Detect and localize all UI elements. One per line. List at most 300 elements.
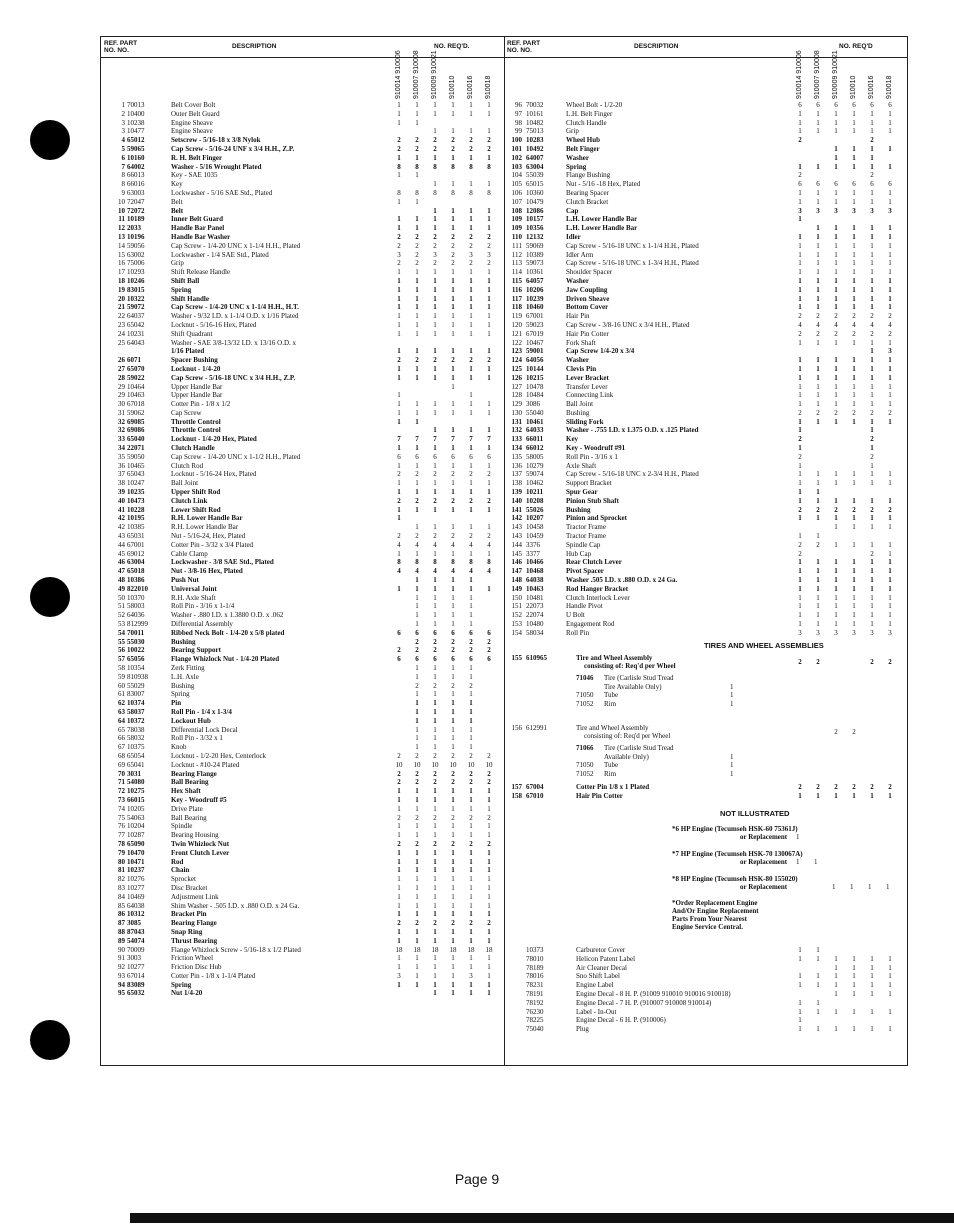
list-item xyxy=(101,567,504,576)
qty-required: 1 xyxy=(852,567,856,576)
part-number: 63004 xyxy=(526,162,544,171)
part-number: 71046 xyxy=(576,674,594,682)
part-description: Roll Pin - 3/16 x 1-1/4 xyxy=(171,602,235,611)
qty-required: 2 xyxy=(870,658,874,666)
qty-required: 1 xyxy=(870,356,874,365)
list-item xyxy=(101,910,504,919)
qty-required: 1 xyxy=(433,364,437,373)
list-item xyxy=(101,875,504,884)
qty-required: 1 xyxy=(451,312,455,321)
part-number: 822010 xyxy=(127,584,148,593)
qty-required: 3 xyxy=(469,971,473,980)
part-description: Rod xyxy=(171,857,184,866)
qty-required: 1 xyxy=(834,268,838,277)
qty-required: 1 xyxy=(415,215,419,224)
list-item xyxy=(101,101,504,110)
list-item xyxy=(504,330,907,339)
qty-required: 2 xyxy=(451,919,455,928)
qty-required: 1 xyxy=(415,171,419,180)
ref-number: 20 xyxy=(118,294,125,303)
qty-required: 1 xyxy=(798,276,802,285)
qty-required: 1 xyxy=(397,584,401,593)
qty-required: 1 xyxy=(798,303,802,312)
part-description: Cotter Pin 1/8 x 1 Plated xyxy=(576,783,650,791)
ref: 156 xyxy=(511,724,522,732)
qty-required: 1 xyxy=(816,946,820,954)
ref-number: 95 xyxy=(118,989,125,998)
qty-required: 1 xyxy=(834,250,838,259)
qty-required: 8 xyxy=(469,558,473,567)
no-header: NO. NO. xyxy=(104,47,129,54)
qty-required: 1 xyxy=(433,268,437,277)
qty-required: 2 xyxy=(433,144,437,153)
part-description: Cap Screw - 5/16-18 UNC x 1-1/4 H.H., Plated xyxy=(566,241,699,250)
list-item xyxy=(504,532,907,541)
qty-required: 1 xyxy=(798,232,802,241)
part-number: 70013 xyxy=(127,101,145,109)
qty-required: 1 xyxy=(487,408,491,417)
list-item xyxy=(504,356,907,365)
part-description: Nut - 5/16-24, Hex, Plated xyxy=(171,532,246,541)
qty-required: 1 xyxy=(852,382,856,391)
part-description: R. H. Belt Finger xyxy=(171,153,223,162)
qty-required: 1 xyxy=(798,567,802,576)
qty-required: 1 xyxy=(816,954,820,963)
qty-required: 1 xyxy=(433,831,437,840)
engine-option-sub: or Replacement xyxy=(740,833,788,841)
qty-required: 4 xyxy=(888,320,892,329)
qty-required: 1 xyxy=(852,963,856,972)
list-item xyxy=(504,224,907,233)
qty-required: 1 xyxy=(816,109,820,118)
qty-required: 1 xyxy=(870,989,874,998)
qty-required: 8 xyxy=(433,162,437,171)
qty-required: 1 xyxy=(469,795,473,804)
qty-required: 6 xyxy=(487,452,491,461)
part-description: Handle Bar Washer xyxy=(171,232,231,241)
qty-required: 1 xyxy=(469,787,473,796)
qty-required: 1 xyxy=(469,312,473,321)
qty-required: 1 xyxy=(888,400,892,409)
ref-number: 137 xyxy=(511,470,522,479)
qty-required: 2 xyxy=(798,435,802,444)
qty-required: 1 xyxy=(888,144,892,153)
qty-required: 1 xyxy=(834,338,838,347)
qty-required: 1 xyxy=(852,620,856,629)
not-illustrated-title: NOT ILLUSTRATED xyxy=(720,809,790,818)
qty-required: 1 xyxy=(834,972,838,981)
qty-required: 1 xyxy=(397,848,401,857)
list-item xyxy=(504,990,907,999)
qty-required: 2 xyxy=(397,356,401,365)
qty-required: 1 xyxy=(487,866,491,875)
part-number: 10276 xyxy=(127,875,145,884)
qty-required: 1 xyxy=(469,989,473,998)
qty-required: 8 xyxy=(487,162,491,171)
qty-required: 1 xyxy=(433,910,437,919)
qty-required: 1 xyxy=(415,400,419,409)
part-description: Clutch Bracket xyxy=(566,197,609,206)
list-item xyxy=(101,479,504,488)
qty-required: 2 xyxy=(397,813,401,822)
ref-number: 153 xyxy=(511,620,522,629)
qty-required: 1 xyxy=(834,118,838,127)
qty-required: 1 xyxy=(888,224,892,233)
ref-number: 152 xyxy=(511,611,522,620)
qty-required: 1 xyxy=(433,866,437,875)
list-item xyxy=(504,1008,907,1017)
qty-required: 1 xyxy=(415,320,419,329)
list-item xyxy=(101,321,504,330)
qty-required: 1 xyxy=(816,232,820,241)
qty-required: 1 xyxy=(834,963,838,972)
list-item xyxy=(504,136,907,145)
qty-required: 1 xyxy=(852,224,856,233)
qty-required: 8 xyxy=(451,558,455,567)
part-number: 70011 xyxy=(127,628,145,637)
part-number: 3376 xyxy=(526,540,540,549)
qty-required: 1 xyxy=(816,584,820,593)
qty-required: 1 xyxy=(870,791,874,800)
qty-required: 6 xyxy=(834,180,838,189)
part-number: 64038 xyxy=(127,901,145,910)
qty-required: 1 xyxy=(798,268,802,277)
qty-required: 1 xyxy=(816,118,820,127)
part-number: 10312 xyxy=(127,910,145,919)
qty-required: 2 xyxy=(852,728,856,736)
ref-number: 39 xyxy=(118,488,125,497)
list-item xyxy=(504,479,907,488)
qty-required: 2 xyxy=(816,783,820,791)
qty-required: 1 xyxy=(397,514,401,523)
qty-required: 1 xyxy=(814,858,818,866)
qty-required: 1 xyxy=(798,285,802,294)
qty-required: 2 xyxy=(870,136,874,145)
qty-required: 1 xyxy=(451,620,455,629)
qty-required: 1 xyxy=(852,197,856,206)
qty-required: 1 xyxy=(816,981,820,990)
part-number: 69012 xyxy=(127,549,145,558)
part-number: 10189 xyxy=(127,215,145,224)
part-description: Thrust Bearing xyxy=(171,936,218,945)
part-number: 10356 xyxy=(526,224,544,233)
qty-required: 1 xyxy=(888,303,892,312)
qty-required: 2 xyxy=(469,232,473,241)
qty-required: 1 xyxy=(415,699,419,708)
list-item xyxy=(101,602,504,611)
qty-required: 7 xyxy=(415,435,419,444)
qty-required: 6 xyxy=(487,655,491,664)
part-number: 78225 xyxy=(526,1016,544,1025)
part-description: Tractor Frame xyxy=(566,532,606,541)
qty-required: 1 xyxy=(816,250,820,259)
ref-number: 133 xyxy=(511,435,522,444)
qty-required: 1 xyxy=(415,672,419,681)
part-number: 67019 xyxy=(526,329,544,338)
qty-required: 1 xyxy=(816,532,820,541)
part-number: 22071 xyxy=(127,444,145,453)
part-number: 64002 xyxy=(127,162,145,171)
ref-number: 23 xyxy=(118,320,125,329)
qty-required: 1 xyxy=(870,259,874,268)
desc: Tire and Wheel Assembly xyxy=(576,654,653,662)
list-item xyxy=(101,303,504,312)
part-number: 67004 xyxy=(526,783,544,791)
list-item xyxy=(101,541,504,550)
ref-number: 120 xyxy=(511,320,522,329)
qty-required: 4 xyxy=(451,567,455,576)
part-description: Ribbed Neck Bolt - 1/4-20 x 5/8 plated xyxy=(171,628,285,637)
qty-required: 1 xyxy=(433,699,437,708)
qty-required: 1 xyxy=(816,620,820,629)
qty-required: 6 xyxy=(451,628,455,637)
part-description: Upper Shift Rod xyxy=(171,488,221,497)
part-description: Cap Screw xyxy=(171,408,202,417)
ref-number: 99 xyxy=(515,127,522,136)
qty-required: 2 xyxy=(397,259,401,268)
part-description: Clutch Handle xyxy=(171,444,215,453)
qty-required: 2 xyxy=(433,778,437,787)
qty-required: 10 xyxy=(485,760,493,769)
qty-required: 2 xyxy=(816,658,820,666)
qty-required: 1 xyxy=(433,980,437,989)
qty-required: 2 xyxy=(469,241,473,250)
qty-required: 1 xyxy=(852,1007,856,1016)
part-number: 59001 xyxy=(526,347,544,356)
qty-required: 1 xyxy=(433,276,437,285)
part-number: 22073 xyxy=(526,602,544,611)
ref-number: 12 xyxy=(118,224,125,233)
qty-required: 2 xyxy=(415,470,419,479)
qty-required: 1 xyxy=(870,241,874,250)
qty-required: 8 xyxy=(397,162,401,171)
qty-required: 2 xyxy=(433,259,437,268)
qty-required: 1 xyxy=(433,224,437,233)
qty-required: 6 xyxy=(415,628,419,637)
qty-required: 1 xyxy=(469,963,473,972)
qty-required: 3 xyxy=(870,628,874,637)
ref-number: 136 xyxy=(511,461,522,470)
qty-required: 1 xyxy=(798,294,802,303)
list-item xyxy=(504,792,907,801)
qty-required: 7 xyxy=(469,435,473,444)
part-description: Adjustment Link xyxy=(171,892,219,901)
part-number: 10238 xyxy=(127,118,145,127)
qty-required: 1 xyxy=(469,268,473,277)
qty-required: 2 xyxy=(798,549,802,558)
qty-required: 1 xyxy=(451,461,455,470)
part-description: Friction Disc Hub xyxy=(171,963,222,972)
part-number: 65090 xyxy=(127,839,145,848)
part-description: Upper Handle Bar xyxy=(171,391,223,400)
qty-required: 1 xyxy=(816,285,820,294)
qty-required: 1 xyxy=(451,910,455,919)
qty-required: 1 xyxy=(415,276,419,285)
model-number-text: 910014 910006 xyxy=(796,50,803,99)
list-item xyxy=(101,444,504,453)
qty-required: 1 xyxy=(451,488,455,497)
part-description: Key - SAE 1035 xyxy=(171,171,218,180)
qty-required: 1 xyxy=(397,347,401,356)
qty-required: 1 xyxy=(888,549,892,558)
list-item xyxy=(101,708,504,717)
qty-required: 1 xyxy=(816,593,820,602)
qty-required: 1 xyxy=(451,804,455,813)
part-number: 63002 xyxy=(127,250,145,259)
qty-required: 8 xyxy=(415,162,419,171)
ref-number: 109 xyxy=(511,215,522,224)
list-item xyxy=(504,453,907,462)
qty-required: 1 xyxy=(487,444,491,453)
qty-required: 2 xyxy=(415,637,419,646)
qty-required: 1 xyxy=(730,699,734,708)
ref-number: 119 xyxy=(511,312,522,321)
qty-required: 2 xyxy=(798,171,802,180)
no-reqd-header: NO. REQ'D xyxy=(839,43,873,50)
qty-required: 1 xyxy=(888,338,892,347)
ref-number: 130 xyxy=(511,408,522,417)
qty-required: 1 xyxy=(451,822,455,831)
qty-required: 6 xyxy=(487,628,491,637)
qty-required: 1 xyxy=(469,725,473,734)
qty-required: 1 xyxy=(798,417,802,426)
list-item xyxy=(101,690,504,699)
qty-required: 10 xyxy=(449,760,457,769)
qty-required: 6 xyxy=(852,101,856,109)
qty-required: 1 xyxy=(469,276,473,285)
qty-required: 1 xyxy=(834,584,838,593)
qty-required: 1 xyxy=(870,426,874,435)
qty-required: 1 xyxy=(397,927,401,936)
qty-required: 1 xyxy=(469,461,473,470)
part-number: 63003 xyxy=(127,188,145,197)
qty-required: 2 xyxy=(451,496,455,505)
qty-required: 1 xyxy=(415,901,419,910)
part-number: 55029 xyxy=(127,681,145,690)
list-item xyxy=(504,339,907,348)
model-number-text: 910007 910008 xyxy=(814,50,821,99)
qty-required: 1 xyxy=(451,479,455,488)
ref-number: 91 xyxy=(118,954,125,963)
qty-required: 1 xyxy=(888,232,892,241)
qty-required: 1 xyxy=(798,470,802,479)
qty-required: 1 xyxy=(451,866,455,875)
ref-number: 69 xyxy=(118,760,125,769)
part-description: Locknut - 1/2-20 Hex, Centerlock xyxy=(171,751,267,760)
part-description: Bracket Pin xyxy=(171,910,207,919)
qty-required: 1 xyxy=(888,611,892,620)
ref-number: 37 xyxy=(118,470,125,479)
qty-required: 1 xyxy=(852,285,856,294)
ref-number: 31 xyxy=(118,408,125,417)
part-number: 10235 xyxy=(127,488,145,497)
part-description: Key xyxy=(171,180,183,189)
ref-number: 17 xyxy=(118,268,125,277)
qty-required: 2 xyxy=(487,637,491,646)
ref-number: 104 xyxy=(511,171,522,180)
ref-number: 117 xyxy=(511,294,522,303)
qty-required: 1 xyxy=(415,927,419,936)
part-description: Bearing Flange xyxy=(171,919,217,928)
qty-required: 18 xyxy=(449,945,457,954)
qty-required: 8 xyxy=(469,162,473,171)
qty-required: 1 xyxy=(888,356,892,365)
qty-required: 1 xyxy=(798,215,802,224)
part-description: Setscrew - 5/16-18 x 3/8 Nylok xyxy=(171,136,261,145)
qty-required: 1 xyxy=(433,329,437,338)
part-description: R.H. Lower Handle Bar xyxy=(171,514,243,523)
part-number: 65018 xyxy=(127,567,145,576)
qty-required: 1 xyxy=(888,364,892,373)
qty-required: 1 xyxy=(852,250,856,259)
qty-required: 1 xyxy=(433,611,437,620)
part-number: 10463 xyxy=(526,584,544,593)
ref-number: 124 xyxy=(511,356,522,365)
ref-number: 47 xyxy=(118,567,125,576)
part-description: Friction Wheel xyxy=(171,954,214,963)
part-number: 10247 xyxy=(127,479,145,488)
qty-required: 1 xyxy=(451,672,455,681)
qty-required: 7 xyxy=(433,435,437,444)
qty-required: 1 xyxy=(888,620,892,629)
qty-required: 3 xyxy=(397,250,401,259)
qty-required: 1 xyxy=(798,197,802,206)
qty-required: 2 xyxy=(469,778,473,787)
qty-required: 1 xyxy=(397,866,401,875)
ref-number: 60 xyxy=(118,681,125,690)
part-description: Lockwasher - 3/8 SAE Std., Plated xyxy=(171,558,274,567)
list-item xyxy=(101,532,504,541)
qty-required: 1 xyxy=(451,109,455,118)
ref-number: 33 xyxy=(118,435,125,444)
qty-required: 2 xyxy=(798,312,802,321)
qty-required: 1 xyxy=(834,558,838,567)
qty-required: 3 xyxy=(852,628,856,637)
part-number: 75040 xyxy=(526,1025,544,1034)
qty-required: 1 xyxy=(487,373,491,382)
qty-required: 2 xyxy=(415,681,419,690)
ref-number: 143 xyxy=(511,523,522,532)
qty-required: 4 xyxy=(415,540,419,549)
qty-required: 1 xyxy=(798,972,802,981)
part-description: Throttle Control xyxy=(171,426,221,435)
qty-required: 1 xyxy=(870,109,874,118)
qty-required: 1 xyxy=(433,971,437,980)
part-description: Nut - 5/16 -18 Hex, Plated xyxy=(566,180,641,189)
qty-required: 18 xyxy=(467,945,475,954)
qty-required: 10 xyxy=(413,760,421,769)
qty-required: 1 xyxy=(451,857,455,866)
ref-number: 105 xyxy=(511,180,522,189)
ref-number: 157 xyxy=(511,783,522,791)
qty-required: 4 xyxy=(870,320,874,329)
ref-number: 28 xyxy=(118,373,125,382)
qty-required: 1 xyxy=(798,593,802,602)
qty-required: 1 xyxy=(816,127,820,136)
qty-required: 1 xyxy=(415,576,419,585)
ref-number: 3 xyxy=(121,118,125,127)
ref-number: 42 xyxy=(118,523,125,532)
list-item xyxy=(504,1016,907,1025)
qty-required: 2 xyxy=(816,540,820,549)
part-number: 59072 xyxy=(127,303,145,312)
ref-number: 88 xyxy=(118,927,125,936)
ref-number: 54 xyxy=(118,628,125,637)
list-item xyxy=(101,919,504,928)
part-number: 10477 xyxy=(127,127,145,136)
ref-number: 86 xyxy=(118,910,125,919)
qty-required: 4 xyxy=(852,320,856,329)
